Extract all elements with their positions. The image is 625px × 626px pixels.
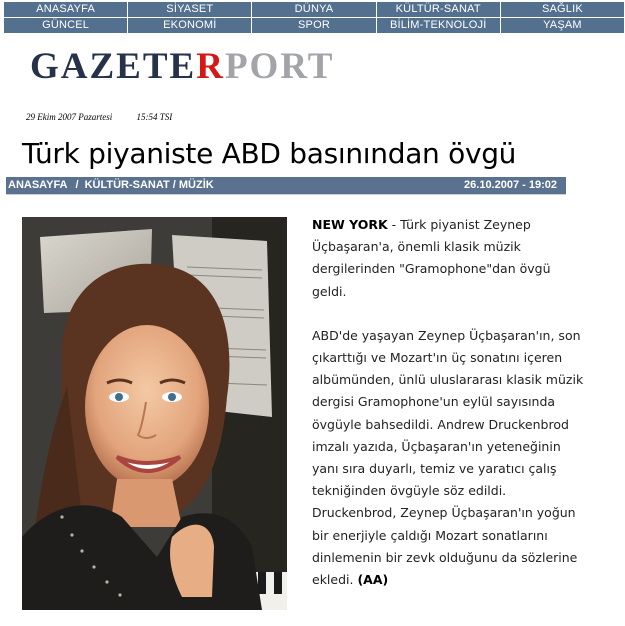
article-city: NEW YORK bbox=[312, 217, 388, 232]
nav-item-ekonomi[interactable]: EKONOMİ bbox=[128, 18, 251, 33]
current-date: 29 Ekim 2007 Pazartesi bbox=[26, 112, 113, 122]
article-paragraph-2: ABD'de yaşayan Zeynep Üçbaşaran'ın, son çıkarttığı ve Mozart'ın üç sonatını içeren albümünden, ünlü uluslararası klasik müzik dergisi Gramophone'un eylül sayısında övgüyle bahsedildi. Andrew Druckenbrod imzalı yazıda, Üçbaşaran'ın yeteneğinin yanı sıra duyarlı, temiz ve yaratıcı çalış tekniğinden övgüyle söz edildi. bbox=[312, 327, 584, 499]
breadcrumb-home-link[interactable]: ANASAYFA bbox=[8, 179, 68, 191]
nav-item-kultur-sanat[interactable]: KÜLTÜR-SANAT bbox=[377, 2, 500, 17]
nav-row-1 bbox=[4, 2, 624, 17]
article-lead-text: - Türk piyanist Zeynep Üçbaşaran'a, önemli klasik müzik dergilerinden "Gramophone"dan övgü geldi. bbox=[312, 217, 551, 299]
breadcrumb-separator: / bbox=[75, 179, 79, 191]
nav-item-guncel[interactable]: GÜNCEL bbox=[4, 18, 127, 33]
logo-part-r: R bbox=[196, 46, 225, 87]
nav-row-2 bbox=[4, 18, 624, 33]
dateline bbox=[26, 112, 194, 122]
nav-item-bilim-teknoloji[interactable]: BİLİM-TEKNOLOJİ bbox=[377, 18, 500, 33]
article-paragraph-3 bbox=[312, 502, 587, 591]
article-timestamp: 26.10.2007 - 19:02 bbox=[464, 179, 557, 191]
breadcrumb-section-link[interactable]: KÜLTÜR-SANAT / MÜZİK bbox=[84, 179, 214, 191]
nav-item-saglik[interactable]: SAĞLIK bbox=[501, 2, 624, 17]
article-body bbox=[312, 214, 587, 591]
nav-item-siyaset[interactable]: SİYASET bbox=[128, 2, 251, 17]
nav-item-yasam[interactable]: YAŞAM bbox=[501, 18, 624, 33]
article-source: (AA) bbox=[357, 572, 389, 588]
logo-part-port: PORT bbox=[224, 46, 335, 87]
nav-item-spor[interactable]: SPOR bbox=[252, 18, 375, 33]
site-logo[interactable] bbox=[30, 42, 334, 92]
article-lead-paragraph bbox=[312, 214, 587, 303]
article-photo bbox=[22, 217, 287, 610]
logo-part-gazete: GAZETE bbox=[30, 46, 197, 87]
breadcrumb bbox=[6, 177, 566, 195]
nav-item-dunya[interactable]: DÜNYA bbox=[252, 2, 375, 17]
nav-item-anasayfa[interactable]: ANASAYFA bbox=[4, 2, 127, 17]
current-time: 15:54 TSI bbox=[136, 112, 173, 122]
article-headline: Türk piyaniste ABD basınından övgü bbox=[22, 137, 517, 170]
article-paragraph-3-text: Druckenbrod, Zeynep Üçbaşaran'ın yoğun bir enerjiyle çaldığı Mozart sonatlarını dinlemenin bir zevk olduğunu da sözlerine ekledi. bbox=[312, 505, 578, 588]
top-navigation bbox=[4, 2, 624, 34]
